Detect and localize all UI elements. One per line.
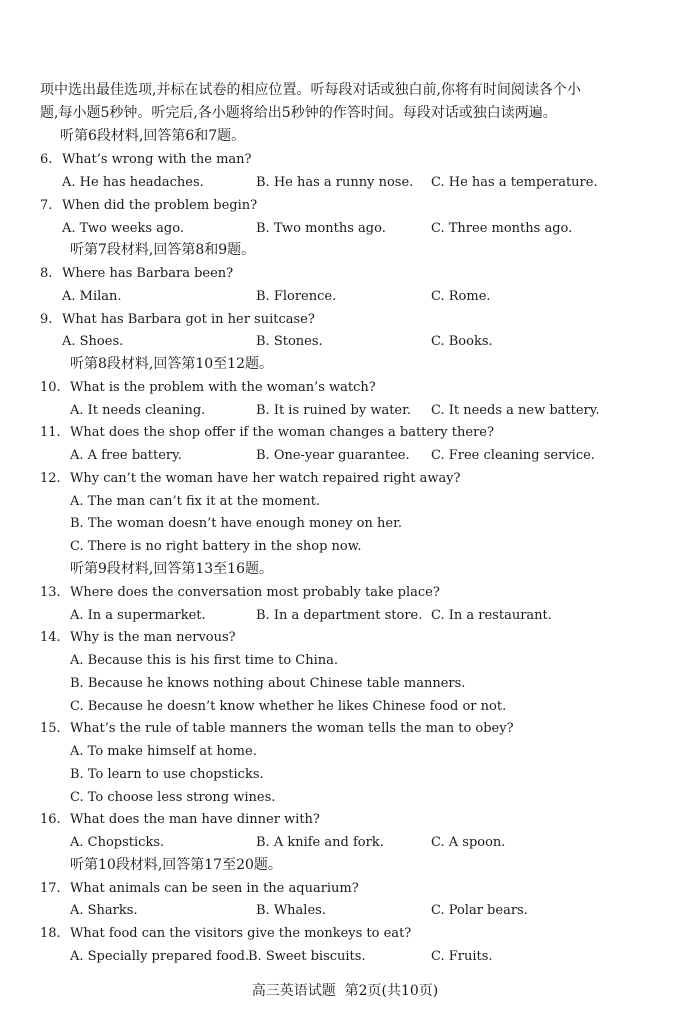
question-stem bbox=[0, 581, 690, 604]
question-text: What’s wrong with the man? bbox=[62, 152, 252, 167]
option-a: A. Sharks. bbox=[70, 903, 138, 918]
option-a: A. To make himself at home. bbox=[70, 744, 257, 759]
question-stem bbox=[0, 808, 690, 831]
option-b: B. Whales. bbox=[256, 903, 326, 918]
question-number: 9. bbox=[40, 312, 53, 327]
option-a: A. Milan. bbox=[62, 289, 122, 304]
option-c: C. Rome. bbox=[431, 289, 491, 304]
question-number: 10. bbox=[40, 380, 61, 395]
options-row bbox=[0, 217, 690, 240]
option-b: B. He has a runny nose. bbox=[256, 175, 414, 190]
section-heading-text: 听第9段材料,回答第13至16题。 bbox=[70, 561, 273, 577]
question-text: What’s the rule of table manners the woman tells the man to obey? bbox=[70, 721, 514, 736]
option-b: B. Because he knows nothing about Chinese table manners. bbox=[70, 676, 466, 691]
option-c: C. Books. bbox=[431, 334, 493, 349]
options-row bbox=[0, 399, 690, 422]
question-stem bbox=[0, 877, 690, 900]
question-text: Where does the conversation most probably take place? bbox=[70, 585, 440, 600]
option-c: C. To choose less strong wines. bbox=[70, 790, 276, 805]
option-b: B. One-year guarantee. bbox=[256, 448, 410, 463]
option-row bbox=[0, 535, 690, 558]
page-number-label: 高三英语试题 第2页(共10页) bbox=[251, 983, 439, 999]
instructions-line: 项中选出最佳选项,并标在试卷的相应位置。听每段对话或独白前,你将有时间阅读各个小 bbox=[40, 82, 581, 98]
section-heading bbox=[0, 353, 690, 376]
question-text: What does the shop offer if the woman changes a battery there? bbox=[70, 425, 494, 440]
question-text: When did the problem begin? bbox=[62, 198, 258, 213]
option-row bbox=[0, 490, 690, 513]
option-c: C. Free cleaning service. bbox=[431, 448, 595, 463]
question-stem bbox=[0, 308, 690, 331]
option-a: A. A free battery. bbox=[70, 448, 182, 463]
question-number: 11. bbox=[40, 425, 61, 440]
option-a: A. It needs cleaning. bbox=[70, 403, 206, 418]
question-number: 15. bbox=[40, 721, 61, 736]
option-a: A. In a supermarket. bbox=[70, 608, 206, 623]
question-text: Why is the man nervous? bbox=[70, 630, 236, 645]
options-row bbox=[0, 444, 690, 467]
option-row bbox=[0, 649, 690, 672]
option-a: A. Two weeks ago. bbox=[62, 221, 184, 236]
question-stem bbox=[0, 148, 690, 171]
option-c: C. In a restaurant. bbox=[431, 608, 552, 623]
option-row bbox=[0, 695, 690, 718]
question-number: 7. bbox=[40, 198, 53, 213]
section-heading-text: 听第8段材料,回答第10至12题。 bbox=[70, 356, 273, 372]
option-a: A. He has headaches. bbox=[62, 175, 204, 190]
instructions-paragraph bbox=[40, 79, 660, 148]
section-heading-text: 听第10段材料,回答第17至20题。 bbox=[70, 857, 282, 873]
option-b: B. It is ruined by water. bbox=[256, 403, 412, 418]
option-b: B. Stones. bbox=[256, 334, 323, 349]
question-number: 13. bbox=[40, 585, 61, 600]
option-c: C. Polar bears. bbox=[431, 903, 528, 918]
question-text: Where has Barbara been? bbox=[62, 266, 234, 281]
page-footer bbox=[0, 981, 690, 1001]
question-number: 14. bbox=[40, 630, 61, 645]
question-stem bbox=[0, 467, 690, 490]
option-row bbox=[0, 763, 690, 786]
option-a: A. Chopsticks. bbox=[70, 835, 165, 850]
question-number: 6. bbox=[40, 152, 53, 167]
section-heading bbox=[0, 239, 690, 262]
option-c: C. It needs a new battery. bbox=[431, 403, 600, 418]
option-c: C. Because he doesn’t know whether he likes Chinese food or not. bbox=[70, 699, 507, 714]
option-b: B. To learn to use chopsticks. bbox=[70, 767, 264, 782]
question-stem bbox=[0, 376, 690, 399]
option-a: A. Because this is his first time to China. bbox=[70, 653, 339, 668]
options-row bbox=[0, 945, 690, 968]
question-text: What does the man have dinner with? bbox=[70, 812, 320, 827]
options-row bbox=[0, 285, 690, 308]
question-text: What animals can be seen in the aquarium? bbox=[70, 881, 359, 896]
options-row bbox=[0, 171, 690, 194]
question-text: What is the problem with the woman’s watch? bbox=[70, 380, 376, 395]
option-c: C. He has a temperature. bbox=[431, 175, 598, 190]
options-row bbox=[0, 604, 690, 627]
section-heading bbox=[0, 558, 690, 581]
question-number: 8. bbox=[40, 266, 53, 281]
question-number: 16. bbox=[40, 812, 61, 827]
section-heading-text: 听第7段材料,回答第8和9题。 bbox=[70, 242, 256, 258]
question-text: Why can’t the woman have her watch repaired right away? bbox=[70, 471, 461, 486]
section-heading bbox=[0, 854, 690, 877]
option-a: A. The man can’t fix it at the moment. bbox=[70, 494, 321, 509]
option-b: B. The woman doesn’t have enough money on her. bbox=[70, 516, 402, 531]
option-row bbox=[0, 786, 690, 809]
option-row bbox=[0, 672, 690, 695]
options-row bbox=[0, 831, 690, 854]
question-stem bbox=[0, 717, 690, 740]
question-text: What food can the visitors give the monkeys to eat? bbox=[70, 926, 412, 941]
question-stem bbox=[0, 922, 690, 945]
option-a: A. Specially prepared food. bbox=[70, 949, 250, 964]
option-b: B. Florence. bbox=[256, 289, 337, 304]
options-row bbox=[0, 330, 690, 353]
question-stem bbox=[0, 421, 690, 444]
option-c: C. Fruits. bbox=[431, 949, 493, 964]
option-row bbox=[0, 512, 690, 535]
question-stem bbox=[0, 262, 690, 285]
option-c: C. There is no right battery in the shop now. bbox=[70, 539, 362, 554]
option-b: B. Sweet biscuits. bbox=[248, 949, 366, 964]
instructions-line: 题,每小题5秒钟。听完后,各小题将给出5秒钟的作答时间。每段对话或独白读两遍。 bbox=[40, 105, 557, 121]
option-b: B. Two months ago. bbox=[256, 221, 386, 236]
options-row bbox=[0, 899, 690, 922]
question-number: 18. bbox=[40, 926, 61, 941]
option-row bbox=[0, 740, 690, 763]
question-text: What has Barbara got in her suitcase? bbox=[62, 312, 315, 327]
option-b: B. In a department store. bbox=[256, 608, 423, 623]
option-c: C. A spoon. bbox=[431, 835, 506, 850]
question-stem bbox=[0, 194, 690, 217]
question-number: 12. bbox=[40, 471, 61, 486]
question-number: 17. bbox=[40, 881, 61, 896]
option-b: B. A knife and fork. bbox=[256, 835, 384, 850]
section-heading: 听第6段材料,回答第6和7题。 bbox=[60, 128, 246, 144]
option-a: A. Shoes. bbox=[62, 334, 124, 349]
question-stem bbox=[0, 626, 690, 649]
option-c: C. Three months ago. bbox=[431, 221, 573, 236]
